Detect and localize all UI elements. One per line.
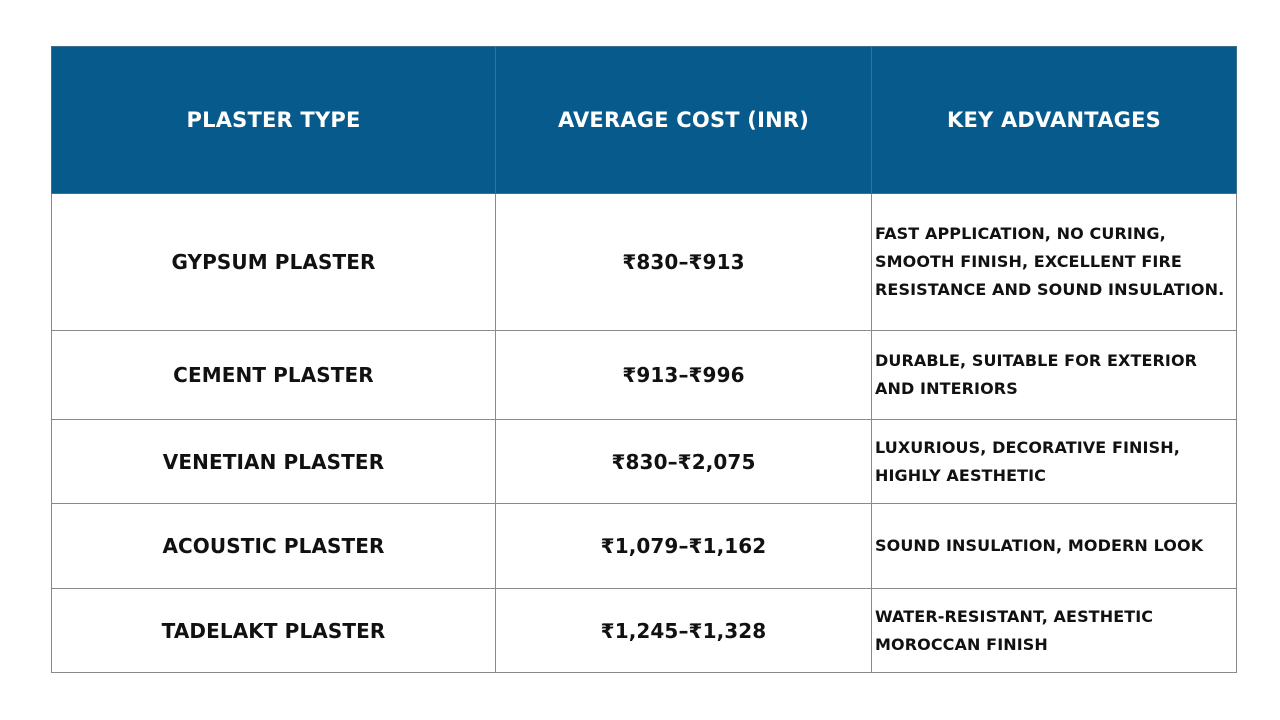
plaster-type-cell: VENETIAN PLASTER — [52, 420, 496, 504]
cost-cell: ₹913–₹996 — [496, 331, 872, 420]
advantages-cell: DURABLE, SUITABLE FOR EXTERIOR AND INTERIORS — [872, 331, 1237, 420]
header-average-cost: AVERAGE COST (INR) — [496, 47, 872, 194]
plaster-type-cell: CEMENT PLASTER — [52, 331, 496, 420]
cost-cell: ₹830–₹2,075 — [496, 420, 872, 504]
table-row — [52, 420, 1237, 504]
table-header — [52, 47, 1237, 194]
table-row — [52, 331, 1237, 420]
header-plaster-type: PLASTER TYPE — [52, 47, 496, 194]
cost-cell: ₹830–₹913 — [496, 194, 872, 331]
advantages-cell: SOUND INSULATION, MODERN LOOK — [872, 504, 1237, 589]
cost-cell: ₹1,245–₹1,328 — [496, 589, 872, 673]
table-body — [52, 194, 1237, 673]
plaster-type-cell: TADELAKT PLASTER — [52, 589, 496, 673]
advantages-cell: FAST APPLICATION, NO CURING, SMOOTH FINISH, EXCELLENT FIRE RESISTANCE AND SOUND INSULATION. — [872, 194, 1237, 331]
header-key-advantages: KEY ADVANTAGES — [872, 47, 1237, 194]
table-row — [52, 194, 1237, 331]
table-row — [52, 589, 1237, 673]
advantages-cell: LUXURIOUS, DECORATIVE FINISH, HIGHLY AESTHETIC — [872, 420, 1237, 504]
header-row — [52, 47, 1237, 194]
plaster-type-cell: ACOUSTIC PLASTER — [52, 504, 496, 589]
table-row — [52, 504, 1237, 589]
cost-cell: ₹1,079–₹1,162 — [496, 504, 872, 589]
advantages-cell: WATER-RESISTANT, AESTHETIC MOROCCAN FINISH — [872, 589, 1237, 673]
plaster-type-cell: GYPSUM PLASTER — [52, 194, 496, 331]
plaster-comparison-table-container — [51, 46, 1236, 673]
plaster-comparison-table — [51, 46, 1237, 673]
